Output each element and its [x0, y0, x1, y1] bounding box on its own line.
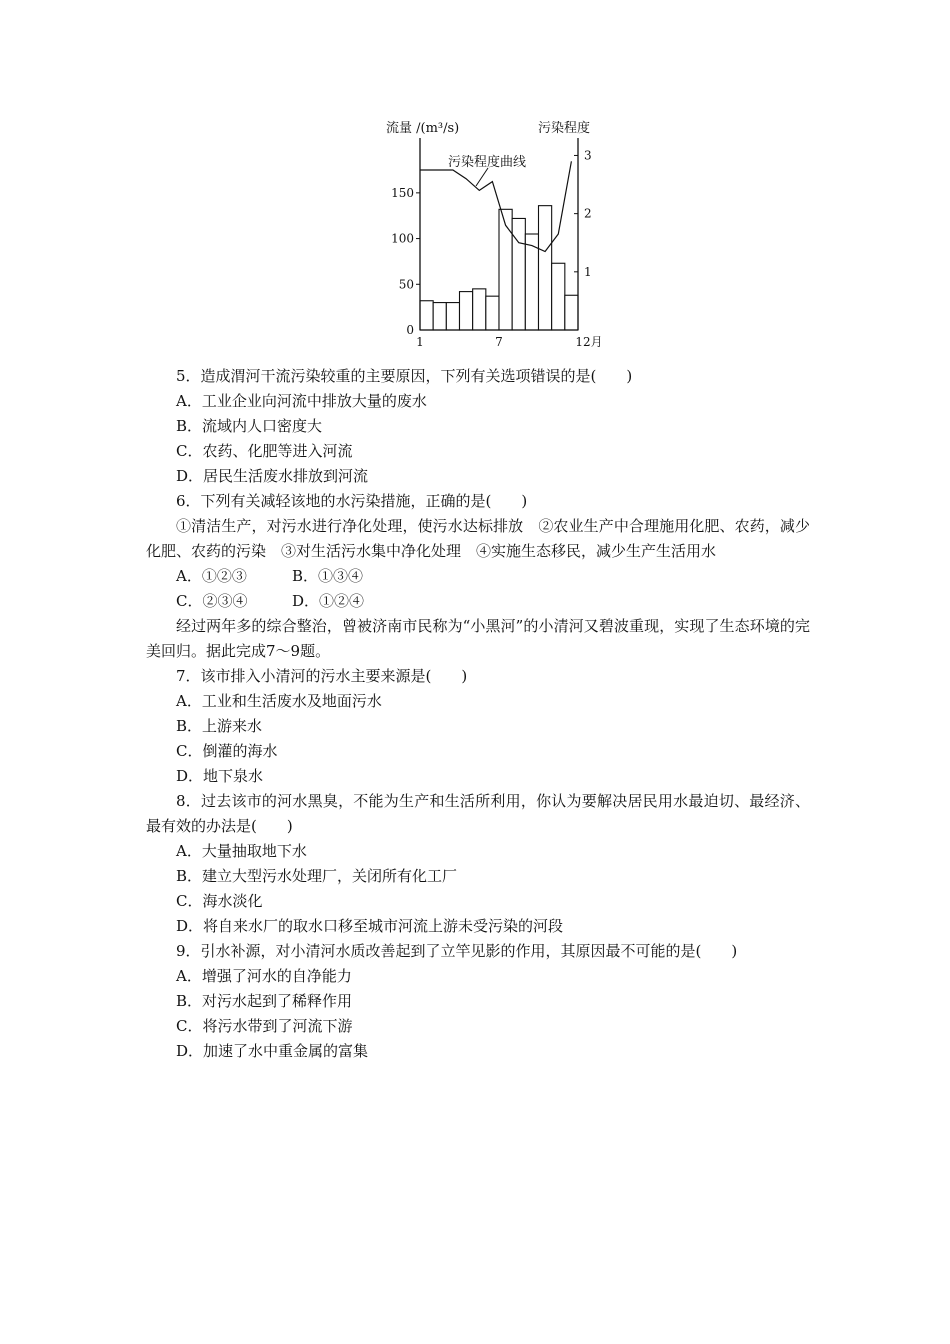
flow-bar-month-10	[539, 206, 552, 330]
flow-bar-month-11	[552, 263, 565, 330]
q9-stem: 9．引水补源，对小清河水质改善起到了立竿见影的作用，其原因最不可能的是( )	[176, 942, 738, 960]
flow-pollution-chart	[380, 108, 610, 353]
flow-bar-month-2	[433, 303, 446, 330]
left-tick-label-50: 50	[398, 277, 414, 292]
q8-option-d: D．将自来水厂的取水口移至城市河流上游未受污染的河段	[176, 917, 564, 935]
q6-option-c: C．②③④	[176, 592, 248, 610]
q7-option-d: D．地下泉水	[176, 767, 264, 785]
right-tick-label-3: 3	[584, 148, 592, 163]
left-tick-label-100: 100	[391, 231, 414, 246]
q6-options-row1	[146, 564, 810, 589]
flow-bar-month-6	[486, 296, 499, 330]
q9-option-a: A．增强了河水的自净能力	[176, 967, 352, 985]
q8-option-a: A．大量抽取地下水	[176, 842, 307, 860]
left-tick-label-150: 150	[391, 185, 414, 200]
flow-bar-month-9	[525, 234, 538, 330]
right-tick-label-1: 1	[584, 264, 592, 279]
annotation-leader	[476, 168, 488, 186]
q6-items: ①清洁生产，对污水进行净化处理，使污水达标排放 ②农业生产中合理施用化肥、农药，减少化肥、农药的污染 ③对生活污水集中净化处理 ④实施生态移民，减少生产生活用水	[146, 517, 810, 560]
flow-bars	[420, 206, 578, 330]
flow-bar-month-1	[420, 301, 433, 330]
q8-option-c: C．海水淡化	[176, 892, 263, 910]
q6-stem: 6．下列有关减轻该地的水污染措施，正确的是( )	[176, 492, 528, 510]
flow-bar-month-4	[460, 292, 473, 330]
flow-bar-month-3	[446, 303, 459, 330]
q7-option-a: A．工业和生活废水及地面污水	[176, 692, 382, 710]
flow-bar-month-5	[473, 289, 486, 330]
flow-bar-month-12	[565, 295, 578, 330]
q5-option-c: C．农药、化肥等进入河流	[176, 442, 353, 460]
left-axis-label: 流量 /(m³/s)	[386, 121, 460, 136]
left-tick-label-0: 0	[406, 323, 414, 337]
question-content	[146, 364, 810, 1064]
q8-stem: 8．过去该市的河水黑臭，不能为生产和生活所利用，你认为要解决居民用水最迫切、最经济、最有效的办法是( )	[146, 792, 810, 835]
q5-option-b: B．流域内人口密度大	[176, 417, 323, 435]
q7-option-c: C．倒灌的海水	[176, 742, 278, 760]
q6-option-d: D．①②④	[292, 592, 365, 610]
q7-stem: 7．该市排入小清河的污水主要来源是( )	[176, 667, 468, 685]
passage-intro: 经过两年多的综合整治，曾被济南市民称为“小黑河”的小清河又碧波重现，实现了生态环境的完美回归。据此完成7～9题。	[146, 617, 810, 660]
q9-option-b: B．对污水起到了稀释作用	[176, 992, 353, 1010]
right-tick-label-2: 2	[584, 206, 592, 221]
flow-bar-month-7	[499, 209, 512, 330]
flow-bar-month-8	[512, 218, 525, 330]
x-tick-label-1: 1	[416, 335, 424, 349]
right-axis-label: 污染程度	[538, 121, 591, 136]
q8-option-b: B．建立大型污水处理厂，关闭所有化工厂	[176, 867, 458, 885]
q6-option-b: B．①③④	[292, 567, 364, 585]
q5-option-d: D．居民生活废水排放到河流	[176, 467, 369, 485]
q6-options-row2	[146, 589, 810, 614]
curve-annotation: 污染程度曲线	[448, 155, 527, 170]
q5-stem: 5．造成渭河干流污染较重的主要原因，下列有关选项错误的是( )	[176, 367, 633, 385]
q6-option-a: A．①②③	[176, 567, 247, 585]
x-tick-label-3: 12月	[575, 335, 603, 349]
q7-option-b: B．上游来水	[176, 717, 263, 735]
q5-option-a: A．工业企业向河流中排放大量的废水	[176, 392, 427, 410]
q9-option-c: C．将污水带到了河流下游	[176, 1017, 353, 1035]
x-tick-label-2: 7	[495, 335, 503, 349]
q9-option-d: D．加速了水中重金属的富集	[176, 1042, 369, 1060]
